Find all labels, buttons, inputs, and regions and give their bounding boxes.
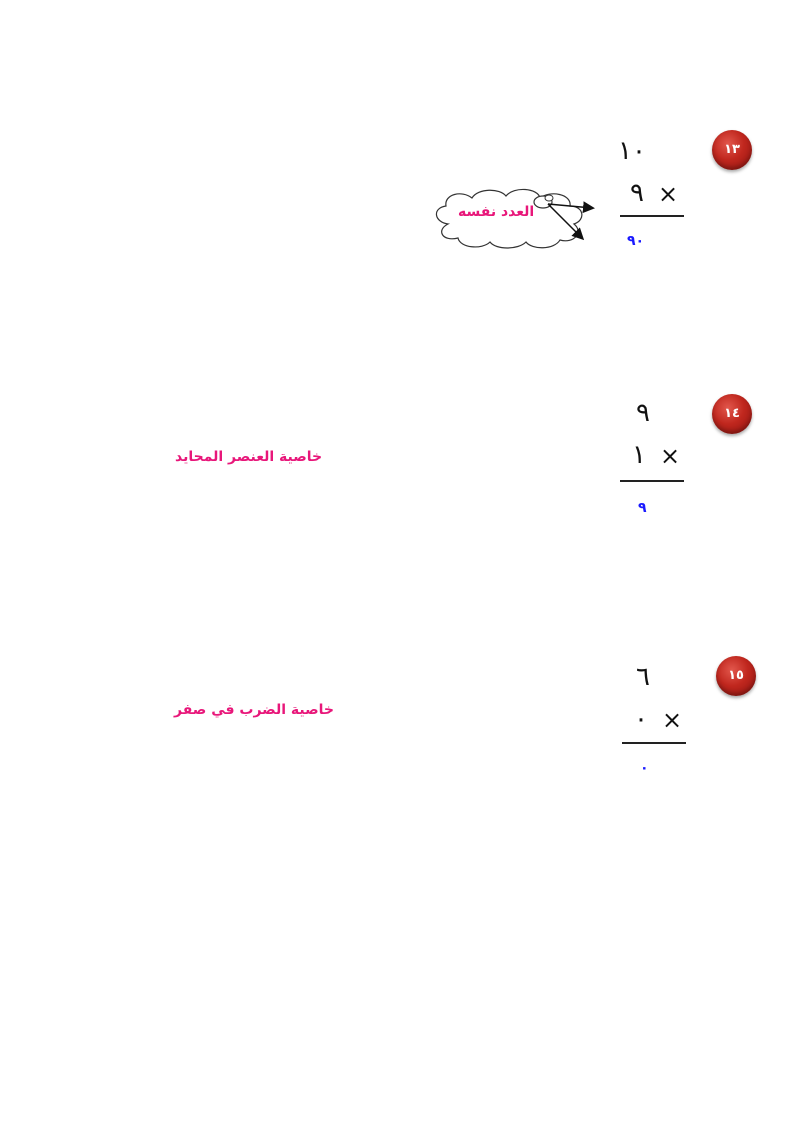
problem-number-badge: ١٤ <box>712 394 752 434</box>
sum-line <box>622 742 686 744</box>
result-value: ٩٠ <box>627 233 645 249</box>
multiply-sign: × <box>658 180 679 208</box>
bottom-number: ٠ <box>634 704 648 734</box>
result-value: ٠ <box>640 760 649 776</box>
multiply-sign: × <box>660 442 681 470</box>
sum-line <box>620 215 684 217</box>
sum-line <box>620 480 684 482</box>
multiply-sign: × <box>662 706 683 734</box>
top-number: ٦ <box>636 662 650 692</box>
problem-number-badge: ١٣ <box>712 130 752 170</box>
problem-number-badge: ١٥ <box>716 656 756 696</box>
property-note: خاصية العنصر المحايد <box>175 449 323 465</box>
bottom-number: ٩ <box>630 178 644 208</box>
property-note: خاصية الضرب في صفر <box>174 702 334 718</box>
top-number: ٩ <box>636 398 650 428</box>
result-value: ٩ <box>638 500 647 516</box>
cloud-note: العدد نفسه <box>458 204 535 220</box>
bottom-number: ١ <box>632 440 646 470</box>
top-number: ١٠ <box>618 136 646 166</box>
